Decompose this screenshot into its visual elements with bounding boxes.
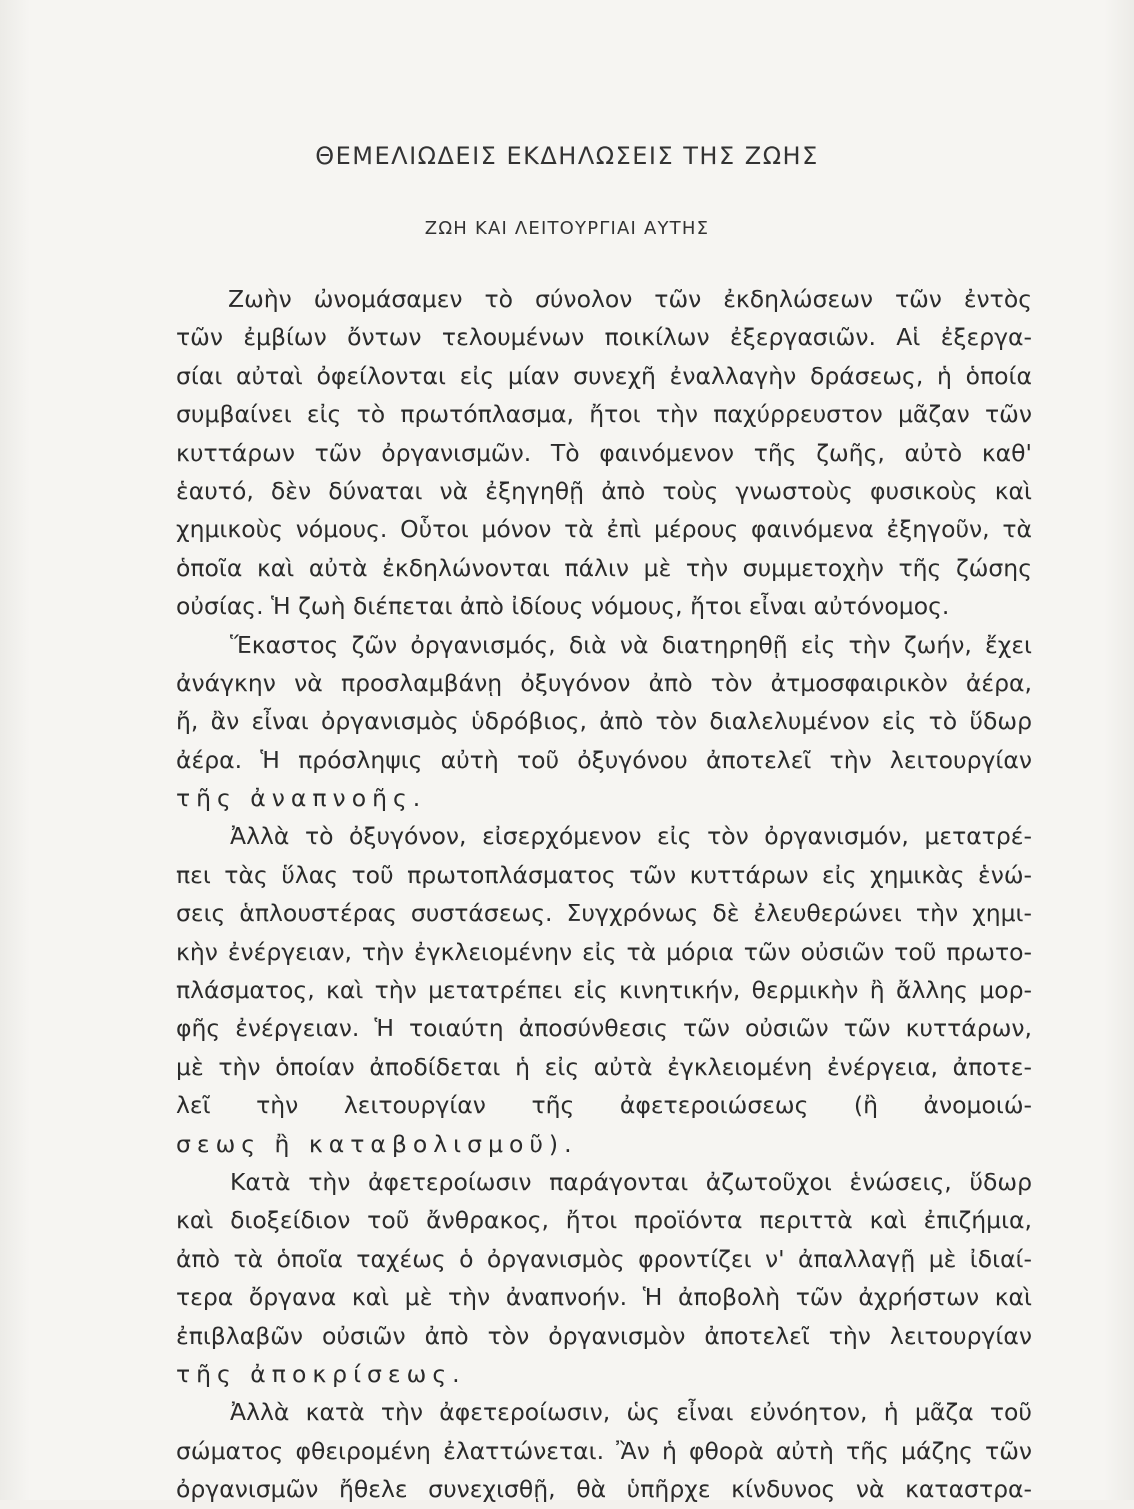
text-line: οὐσίας. Ἡ ζωὴ διέπεται ἀπὸ ἰδίους νόμους, ἤτοι εἶναι αὐτόνομος. (176, 592, 950, 621)
text-line: καὶ διοξείδιον τοῦ ἄνθρακος, ἤτοι προϊόντα περιττὰ καὶ ἐπιζήμια, (176, 1206, 1032, 1235)
text-line: κυττάρων τῶν ὀργανισμῶν. Τὸ φαινόμενον τῆς ζωῆς, αὐτὸ καθ' (176, 438, 1032, 467)
text-line: ἐπιβλαβῶν οὐσιῶν ἀπὸ τὸν ὀργανισμὸν ἀποτελεῖ τὴν λειτουργίαν (176, 1321, 1032, 1350)
body-text (176, 280, 1032, 1509)
text-line: ἑαυτό, δὲν δύναται νὰ ἐξηγηθῇ ἀπὸ τοὺς γνωστοὺς φυσικοὺς καὶ (176, 476, 1032, 505)
text-line: ὀργανισμῶν ἤθελε συνεχισθῇ, θὰ ὑπῆρχε κίνδυνος νὰ καταστρα- (176, 1475, 1032, 1504)
text-line: Κατὰ τὴν ἀφετεροίωσιν παράγονται ἀζωτοῦχοι ἑνώσεις, ὕδωρ (230, 1167, 1032, 1196)
text-line: ὁποῖα καὶ αὐτὰ ἐκδηλώνονται πάλιν μὲ τὴν συμμετοχὴν τῆς ζώσης (176, 553, 1032, 582)
text-line: λεῖ τὴν λειτουργίαν τῆς ἀφετεροιώσεως (ἢ ἀνομοιώ- (176, 1091, 1032, 1120)
text-line: χημικοὺς νόμους. Οὗτοι μόνον τὰ ἐπὶ μέρους φαινόμενα ἐξηγοῦν, τὰ (176, 515, 1032, 544)
text-line: Ἀλλὰ τὸ ὀξυγόνον, εἰσερχόμενον εἰς τὸν ὀργανισμόν, μετατρέ- (230, 822, 1032, 851)
text-line: φῆς ἐνέργειαν. Ἡ τοιαύτη ἀποσύνθεσις τῶν οὐσιῶν τῶν κυττάρων, (176, 1014, 1032, 1043)
text-line: Ἕκαστος ζῶν ὀργανισμός, διὰ νὰ διατηρηθῇ εἰς τὴν ζωήν, ἔχει (230, 630, 1032, 659)
text-line: σώματος φθειρομένη ἐλαττώνεται. Ἂν ἡ φθορὰ αὐτὴ τῆς μάζης τῶν (176, 1436, 1032, 1465)
text-line: κὴν ἐνέργειαν, τὴν ἐγκλειομένην εἰς τὰ μόρια τῶν οὐσιῶν τοῦ πρωτο- (176, 937, 1032, 966)
text-line: ἀνάγκην νὰ προσλαμβάνῃ ὀξυγόνον ἀπὸ τὸν ἀτμοσφαιρικὸν ἀέρα, (176, 668, 1032, 697)
text-line: σεως ἢ καταβολισμοῦ). (176, 1129, 578, 1158)
text-line: μὲ τὴν ὁποίαν ἀποδίδεται ἡ εἰς αὐτὰ ἐγκλειομένη ἐνέργεια, ἀποτε- (176, 1052, 1032, 1081)
text-line: ἀέρα. Ἡ πρόσληψις αὐτὴ τοῦ ὀξυγόνου ἀποτελεῖ τὴν λειτουργίαν (176, 745, 1032, 774)
text-line: πει τὰς ὕλας τοῦ πρωτοπλάσματος τῶν κυττάρων εἰς χημικὰς ἑνώ- (176, 860, 1032, 889)
text-line: σίαι αὐταὶ ὀφείλονται εἰς μίαν συνεχῆ ἐναλλαγὴν δράσεως, ἡ ὁποία (176, 361, 1032, 390)
text-line: τῆς ἀποκρίσεως. (176, 1359, 466, 1388)
text-line: πλάσματος, καὶ τὴν μετατρέπει εἰς κινητικήν, θερμικὴν ἢ ἄλλης μορ- (176, 976, 1032, 1005)
text-line: τῶν ἐμβίων ὄντων τελουμένων ποικίλων ἐξεργασιῶν. Αἱ ἐξεργα- (176, 323, 1032, 352)
text-line: τῆς ἀναπνοῆς. (176, 784, 427, 813)
text-line: Ἀλλὰ κατὰ τὴν ἀφετεροίωσιν, ὡς εἶναι εὐνόητον, ἡ μᾶζα τοῦ (230, 1398, 1032, 1427)
text-line: συμβαίνει εἰς τὸ πρωτόπλασμα, ἤτοι τὴν παχύρρευστον μᾶζαν τῶν (176, 400, 1032, 429)
text-line: ἤ, ἂν εἶναι ὀργανισμὸς ὑδρόβιος, ἀπὸ τὸν διαλελυμένον εἰς τὸ ὕδωρ (176, 707, 1032, 736)
text-line: ἀπὸ τὰ ὁποῖα ταχέως ὁ ὀργανισμὸς φροντίζει ν' ἀπαλλαγῇ μὲ ἰδιαί- (176, 1244, 1032, 1273)
section-subtitle: ΖΩΗ ΚΑΙ ΛΕΙΤΟΥΡΓΙΑΙ ΑΥΤΗΣ (424, 218, 710, 239)
text-line: Ζωὴν ὠνομάσαμεν τὸ σύνολον τῶν ἐκδηλώσεων τῶν ἐντὸς (228, 285, 1032, 313)
text-line: σεις ἁπλουστέρας συστάσεως. Συγχρόνως δὲ ἐλευθερώνει τὴν χημι- (176, 899, 1032, 928)
text-line: τερα ὄργανα καὶ μὲ τὴν ἀναπνοήν. Ἡ ἀποβολὴ τῶν ἀχρήστων καὶ (176, 1283, 1032, 1312)
page-title: ΘΕΜΕΛΙΩΔΕΙΣ ΕΚΔΗΛΩΣΕΙΣ ΤΗΣ ΖΩΗΣ (315, 142, 819, 170)
